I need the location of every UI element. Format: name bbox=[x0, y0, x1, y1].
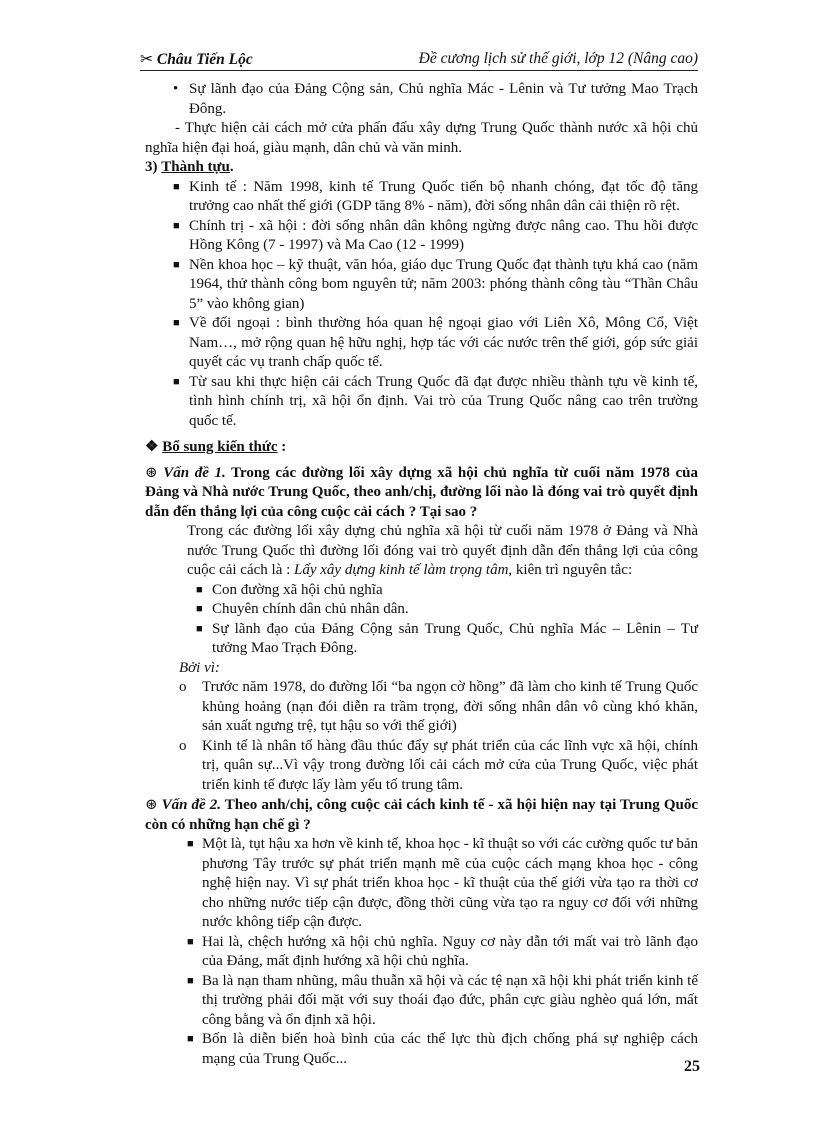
page-header bbox=[140, 48, 698, 71]
list-item: ■ Về đối ngoại : bình thường hóa quan hệ ngoại giao với Liên Xô, Mông Cổ, Việt Nam…, mở rộng quan hệ hữu nghị, hợp tác với các nước trên thế giới, góp sức giải quyết các vụ tranh chấp quốc tế. bbox=[173, 315, 698, 370]
scissors-icon: ✂ bbox=[140, 51, 153, 68]
reform-paragraph: - Thực hiện cải cách mở cửa phấn đấu xây dựng Trung Quốc thành nước xã hội chủ nghĩa hiện đại hoá, giàu mạnh, dân chủ và văn minh. bbox=[145, 120, 698, 156]
issue-2-question: ⊛ Vấn đề 2. Theo anh/chị, công cuộc cải cách kinh tế - xã hội hiện nay tại Trung Quốc còn có những hạn chế gì ? bbox=[145, 797, 698, 833]
list-item: ■ Hai là, chệch hướng xã hội chủ nghĩa. Nguy cơ này dẫn tới mất vai trò lãnh đạo của Đảng, mất định hướng xã hội chủ nghĩa. bbox=[187, 933, 698, 969]
supplement-heading: ❖ Bổ sung kiến thức : bbox=[145, 439, 287, 455]
issue-1-question: ⊛ Vấn đề 1. Trong các đường lối xây dựng xã hội chủ nghĩa từ cuối năm 1978 của Đảng và Nhà nước Trung Quốc, theo anh/chị, đường lối nào là đóng vai trò quyết định dẫn đến thắng lợi của công cuộc cải cách ? Tại sao ? bbox=[145, 464, 699, 520]
flower-icon: ⊛ bbox=[145, 797, 158, 813]
header-subject: Đề cương lịch sử thế giới, lớp 12 (Nâng cao) bbox=[418, 50, 698, 67]
list-item: ■ Một là, tụt hậu xa hơn về kinh tế, khoa học - kĩ thuật so với các cường quốc tư bản phương Tây trước sự phát triển mạnh mẽ của cuộc cách mạng khoa học - công nghệ hiện nay. Vì sự phát triển khoa học - kĩ thuật của thế giới vừa tạo ra thời cơ cho những nước tiếp cận được, đồng thời cũng vừa tạo ra nguy cơ đối với những nước không tiếp cận được. bbox=[187, 836, 698, 930]
issue-1-answer: Trong các đường lối xây dựng chủ nghĩa xã hội từ cuối năm 1978 ở Đảng và Nhà nước Trung Quốc thì đường lối đóng vai trò quyết định dẫn đến thắng lợi của công cuộc cải cách là : Lấy xây dựng kinh tế làm trọng tâm, kiên trì nguyên tắc: bbox=[187, 523, 698, 578]
page-content bbox=[145, 80, 698, 1069]
list-item: ■ Ba là nạn tham nhũng, mâu thuẫn xã hội và các tệ nạn xã hội khi phát triển kinh tế thị trường phải đối mặt với suy thoái đạo đức, phân cực giàu nghèo quá lớn, mất công bằng và ổn định xã hội. bbox=[187, 972, 698, 1028]
list-item: ■ Kinh tế : Năm 1998, kinh tế Trung Quốc tiến bộ nhanh chóng, đạt tốc độ tăng trưởng cao nhất thế giới (GDP tăng 8% - năm), đời sống nhân dân cải thiện rõ rệt. bbox=[173, 178, 698, 214]
flower-icon: ⊛ bbox=[145, 464, 158, 481]
list-item: ■ Nền khoa học – kỹ thuật, văn hóa, giáo dục Trung Quốc đạt thành tựu khá cao (năm 1964, thử thành công bom nguyên tử; năm 2003: phóng thành công tàu “Thần Châu 5” vào không gian) bbox=[173, 256, 698, 312]
list-item: ■ Từ sau khi thực hiện cải cách Trung Quốc đã đạt được nhiều thành tựu về kinh tế, tình hình chính trị, xã hội ổn định. Vai trò của Trung Quốc nâng cao trên trường quốc tế. bbox=[173, 373, 698, 429]
header-author: ✂ Châu Tiến Lộc bbox=[140, 51, 253, 68]
list-item: ■ Con đường xã hội chủ nghĩa bbox=[196, 581, 383, 598]
page-number: 25 bbox=[684, 1058, 700, 1075]
because-label: Bởi vì: bbox=[179, 659, 220, 676]
list-item: ■ Bốn là diễn biến hoà bình của các thế lực thù địch chống phá sự nghiệp cách mạng của Trung Quốc... bbox=[187, 1031, 698, 1067]
list-item: ■ Sự lãnh đạo của Đảng Cộng sản Trung Quốc, Chủ nghĩa Mác – Lênin – Tư tưởng Mao Trạch Đông. bbox=[196, 620, 698, 656]
diamond-icon: ❖ bbox=[145, 439, 159, 455]
list-item: o Trước năm 1978, do đường lối “ba ngọn cờ hồng” đã làm cho kinh tế Trung Quốc khủng hoảng (nạn đói diễn ra trầm trọng, đời sống nhân dân vô cùng khó khăn, sản xuất ngưng trệ, tụt hậu so với thế giới) bbox=[179, 679, 698, 734]
list-item: o Kinh tế là nhân tố hàng đầu thúc đẩy sự phát triển của các lĩnh vực xã hội, chính trị, quân sự...Vì vậy trong đường lối cải cách mở cửa của Trung Quốc, việc phát triển kinh tế được lấy làm yếu tố trung tâm. bbox=[179, 737, 698, 793]
bullet-dot: • bbox=[173, 81, 179, 97]
list-item: ■ Chuyên chính dân chủ nhân dân. bbox=[196, 601, 409, 617]
section-heading-achievements: 3) Thành tựu. bbox=[145, 159, 234, 175]
list-item: • Sự lãnh đạo của Đảng Cộng sản, Chủ nghĩa Mác - Lênin và Tư tưởng Mao Trạch Đông. bbox=[173, 81, 698, 117]
list-item: ■ Chính trị - xã hội : đời sống nhân dân không ngừng được nâng cao. Thu hồi được Hồng Kông (7 - 1997) và Ma Cao (12 - 1999) bbox=[173, 217, 698, 253]
